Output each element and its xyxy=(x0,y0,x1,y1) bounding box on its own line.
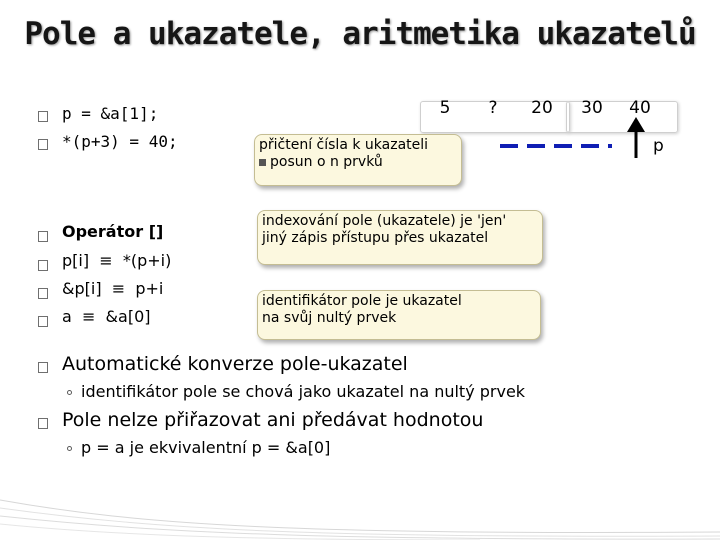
bullet-icon xyxy=(38,418,48,429)
sub-bullet-icon xyxy=(67,446,72,451)
bullet-icon xyxy=(38,362,48,373)
callout-indexing xyxy=(257,210,543,265)
operator-item: &p[i] ≡ p+i xyxy=(62,279,164,298)
callout-text: jiný zápis přístupu přes ukazatel xyxy=(262,230,489,246)
square-bullet-icon xyxy=(259,159,266,166)
array-cell: 20 xyxy=(531,98,553,118)
sub-bullet-icon xyxy=(67,390,72,395)
callout-text: identifikátor pole je ukazatel xyxy=(262,293,462,309)
bullet-icon xyxy=(38,288,48,299)
callout-identifier xyxy=(257,290,541,340)
point-text: Automatické konverze pole-ukazatel xyxy=(62,353,408,375)
callout-shift xyxy=(254,134,462,186)
array-cell: 40 xyxy=(629,98,651,118)
slide-title: Pole a ukazatele, aritmetika ukazatelů xyxy=(24,16,696,52)
point-subtext: identifikátor pole se chová jako ukazatel na nultý prvek xyxy=(81,382,526,401)
callout-text: na svůj nultý prvek xyxy=(262,310,397,326)
array-cell: ? xyxy=(488,98,498,118)
operator-item: a ≡ &a[0] xyxy=(62,307,151,326)
code-line: *(p+3) = 40; xyxy=(62,132,178,151)
point-subtext: p = a je ekvivalentní p = &a[0] xyxy=(81,438,331,457)
callout-text: přičtení čísla k ukazateli xyxy=(259,137,429,153)
pointer-label: p xyxy=(653,136,664,156)
callout-text: indexování pole (ukazatele) je 'jen' xyxy=(262,213,507,229)
point-text: Pole nelze přiřazovat ani předávat hodnotou xyxy=(62,409,484,431)
operator-item: p[i] ≡ *(p+i) xyxy=(62,251,172,270)
bullet-icon xyxy=(38,316,48,327)
bullet-icon xyxy=(38,231,48,242)
bullet-icon xyxy=(38,260,48,271)
operator-heading: Operátor [] xyxy=(62,222,164,241)
code-line: p = &a[1]; xyxy=(62,104,159,123)
callout-text: posun o n prvků xyxy=(259,154,457,171)
array-cell: 5 xyxy=(439,98,451,118)
array-cell: 30 xyxy=(581,98,603,118)
